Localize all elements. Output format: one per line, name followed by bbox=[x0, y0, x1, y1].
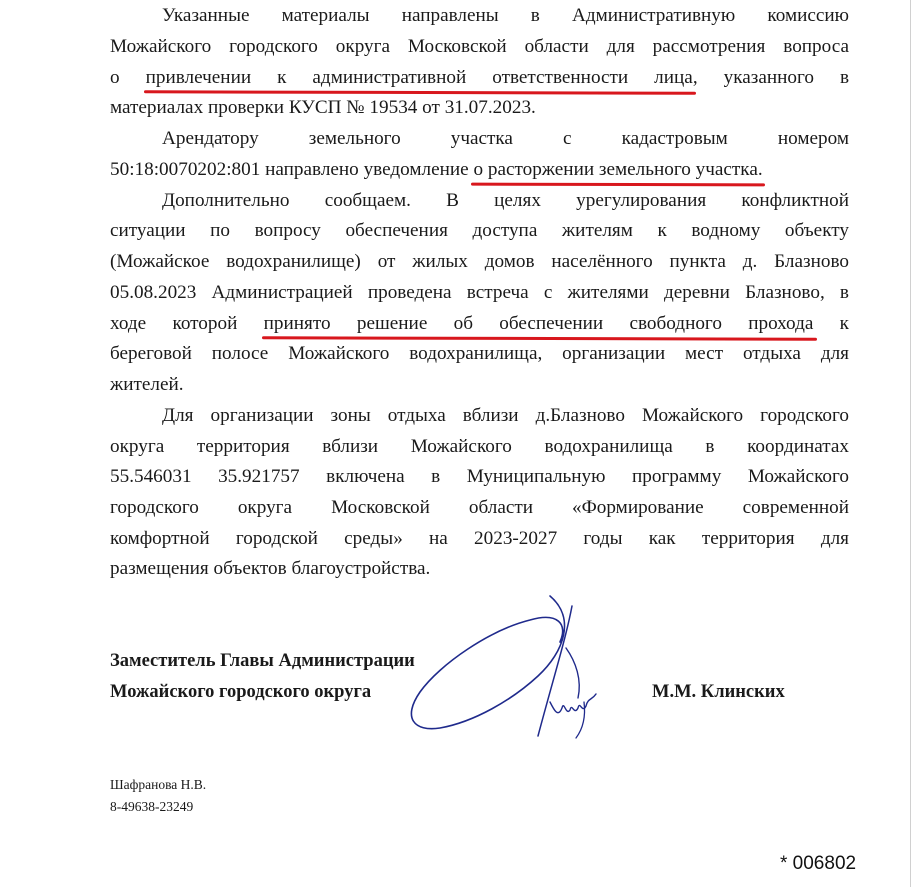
paragraph-3-line-1: Дополнительно сообщаем. В целях урегулирования конфликтной bbox=[162, 190, 849, 211]
paragraph-1-line-4: материалах проверки КУСП № 19534 от 31.07.2023. bbox=[110, 97, 536, 118]
paragraph-4-line-4: городского округа Московской области «Формирование современной bbox=[110, 497, 849, 518]
paragraph-3-line-3: (Можайское водохранилище) от жилых домов населённого пункта д. Блазново bbox=[110, 251, 849, 272]
paragraph-3-line-4: 05.08.2023 Администрацией проведена встреча с жителями деревни Блазново, в bbox=[110, 282, 849, 303]
paragraph-4-line-3: 55.546031 35.921757 включена в Муниципальную программу Можайского bbox=[110, 466, 849, 487]
signatory-title-line-2: Можайского городского округа bbox=[110, 682, 372, 702]
document-number: * 006802 bbox=[780, 853, 857, 874]
paragraph-3-line-7: жителей. bbox=[110, 374, 184, 395]
paragraph-3-line-5: ходе которой принято решение об обеспечении свободного прохода к bbox=[110, 313, 849, 334]
paragraph-4-line-2: округа территория вблизи Можайского водохранилища в координатах bbox=[110, 436, 849, 457]
paragraph-4-line-6: размещения объектов благоустройства. bbox=[110, 558, 431, 579]
signatory-title-line-1: Заместитель Главы Администрации bbox=[110, 651, 415, 671]
highlight-administrative-liability: привлечении к административной ответственности лица bbox=[145, 67, 693, 88]
paragraph-4-line-5: комфортной городской среды» на 2023-2027 годы как территория для bbox=[110, 528, 849, 549]
paragraph-1-line-3: о привлечении к административной ответственности лица, указанного в bbox=[110, 67, 850, 88]
executor-name: Шафранова Н.В. bbox=[110, 777, 207, 792]
highlight-lease-termination: о расторжении земельного участка. bbox=[473, 159, 763, 180]
executor-phone: 8-49638-23249 bbox=[110, 799, 194, 814]
signatory-name: М.М. Клинских bbox=[652, 682, 785, 702]
paragraph-2-line-2: 50:18:0070202:801 направлено уведомление о расторжении земельного участка. bbox=[110, 159, 763, 180]
paragraph-4-line-1: Для организации зоны отдыха вблизи д.Блазново Можайского городского bbox=[162, 405, 849, 426]
paragraph-3-line-2: ситуации по вопросу обеспечения доступа жителям к водному объекту bbox=[110, 220, 849, 241]
paragraph-3-line-6: береговой полосе Можайского водохранилища, организации мест отдыха для bbox=[110, 343, 849, 364]
highlight-free-passage: принято решение об обеспечении свободного прохода bbox=[263, 313, 814, 334]
paragraph-2-line-1: Арендатору земельного участка с кадастровым номером bbox=[162, 128, 849, 149]
paragraph-1-line-2: Можайского городского округа Московской области для рассмотрения вопроса bbox=[110, 36, 849, 57]
handwritten-signature-graphic bbox=[400, 590, 620, 750]
paragraph-1-line-1: Указанные материалы направлены в Административную комиссию bbox=[162, 5, 849, 26]
